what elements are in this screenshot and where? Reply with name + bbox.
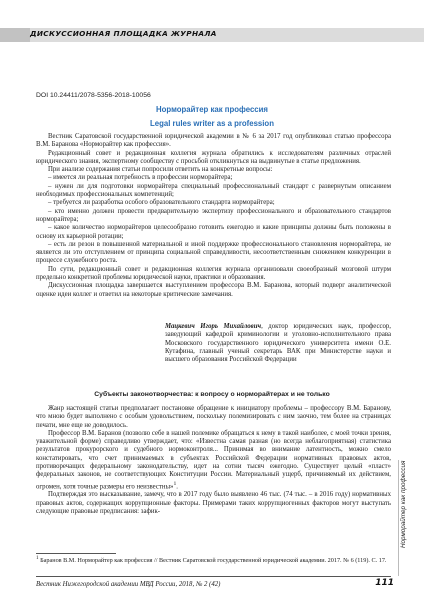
intro-paragraph: Вестник Саратовской государственной юридической академии в № 6 за 2017 год опубликовал статью профессора В.М. Баранова «Норморайтер как профессия». (36, 133, 391, 149)
intro-paragraph: При анализе содержания статьи попросили ответить на конкретные вопросы: (48, 166, 273, 174)
intro-paragraph: Дискуссионная площадка завершается выступлением профессора В.М. Баранова, который подверг аналитической оценке идеи коллег и ответил на некоторые критические замечания. (36, 282, 391, 298)
side-divider (398, 460, 399, 576)
body-text (36, 405, 391, 516)
intro-list-item: – имеется ли реальная потребность в профессии норморайтера; (48, 174, 233, 182)
footer-divider (36, 576, 391, 577)
intro-paragraph: Редакционный совет и редакционная коллегия журнала обратились к исследователям различных отраслей юридического знания, экспертному сообществу с просьбой откликнуться на выдвинутые в статье предложения. (36, 149, 391, 165)
page-number: 111 (375, 578, 394, 588)
footnote-text: Баранов В.М. Норморайтер как профессия // Вестник Саратовской государственной юридической академии. 2017. № 6 (119). С. 17. (40, 557, 387, 565)
intro-list-item: – требуется ли разработка особого образовательного стандарта норморайтера; (48, 199, 275, 207)
footnote (36, 555, 391, 565)
body-paragraph: Жанр настоящей статьи предполагает постановке обращение к инициатору проблемы – профессору В.М. Баранову, что мною будет выполнено с особым удовольствием, поскольку полемизировать с ним заочно, тем более на страницах печати, мне еще не доводилось. (36, 405, 391, 429)
footnote-divider (36, 553, 116, 554)
article-title-ru: Норморайтер как профессия (156, 105, 268, 114)
intro-paragraph: По сути, редакционный совет и редакционная коллегия журнала организовали своеобразный мозговой штурм предельно конкретной проблемы юридической науки, практики и образования. (36, 265, 391, 282)
intro-text (36, 133, 391, 299)
intro-list-item: – кто именно должен провести предварительную экспертизу профессионального и образовательного стандартов норморайтера; (36, 207, 391, 223)
author-bio: , доктор юридических наук, профессор, заведующий кафедрой криминологии и уголовно-исполнительного права Московского государственного юридического университета имени О.Е. Кутафина, главный ученый секретарь ВАК при Министерстве науки и высшего образования Российской Федерации (165, 323, 391, 364)
intro-list-item: – нужен ли для подготовки норморайтера специальный профессиональный стандарт с развернутым описанием необходимых профессиональных компетенций; (36, 182, 391, 199)
article-title-en: Legal rules writer as a profession (150, 119, 274, 128)
body-paragraph: Подтверждая это высказывание, замечу, что в 2017 году было выявлено 46 тыс. (74 тыс. – в 2016 году) нормативных правовых актов, содержащих коррупционные факторы. Примерами таких коррупциогенных факторов могут выступать следующие правовые предписания: зафик- (36, 491, 391, 515)
body-paragraph: Профессор В.М. Баранов (позволю себе в нашей полемике обращаться к нему в такой наиболее, с моей точки зрения, уважительной форме) справедливо утверждает, что: «Известна самая разная (но всегда неблагоприятная) статистика результатов прокурорского и судебного нормоконтроля... Принимая во внимание латентность, можно смело констатировать, что счет принимаемых в субъектах Российской Федерации нормативных правовых актов, противоречащих федеральному законодательству, идет на сотни тысяч ежегодно. Существует целый «пласт» федеральных законов, не соответствующих Конституции России. Материальный ущерб, причиняемый их действием, огромен, хотя точные размеры его неизвестны»$^1$. (36, 429, 391, 490)
intro-list-item: – какое количество норморайтеров целесообразно готовить ежегодно и какие принципы должны быть положены в основу их карьерной ротации; (36, 224, 391, 240)
intro-list-item: – есть ли резон в повышенной материальной и иной поддержке профессионального становления норморайтера, не является ли это отступлением от принципа социальной справедливости, несоответственным снижением конкуренции в процессе служебного роста. (36, 240, 391, 265)
author-name: Мацкевич Игорь Михайлович (165, 323, 262, 330)
side-running-title: Норморайтер как профессия (400, 460, 407, 548)
journal-name: Вестник Нижегородской академии МВД России, 2018, № 2 (42) (36, 581, 221, 588)
author-info (165, 323, 391, 364)
doi: DOI 10.24411/2078-5356-2018-10056 (36, 92, 151, 99)
section-title: ДИСКУССИОННАЯ ПЛОЩАДКА ЖУРНАЛА (30, 29, 217, 38)
subsection-title: Субъекты законотворчества: к вопросу о норморайтерах и не только (94, 391, 330, 398)
footnote-marker: 1 (36, 555, 39, 561)
footnote-ref: 1 (173, 480, 177, 487)
